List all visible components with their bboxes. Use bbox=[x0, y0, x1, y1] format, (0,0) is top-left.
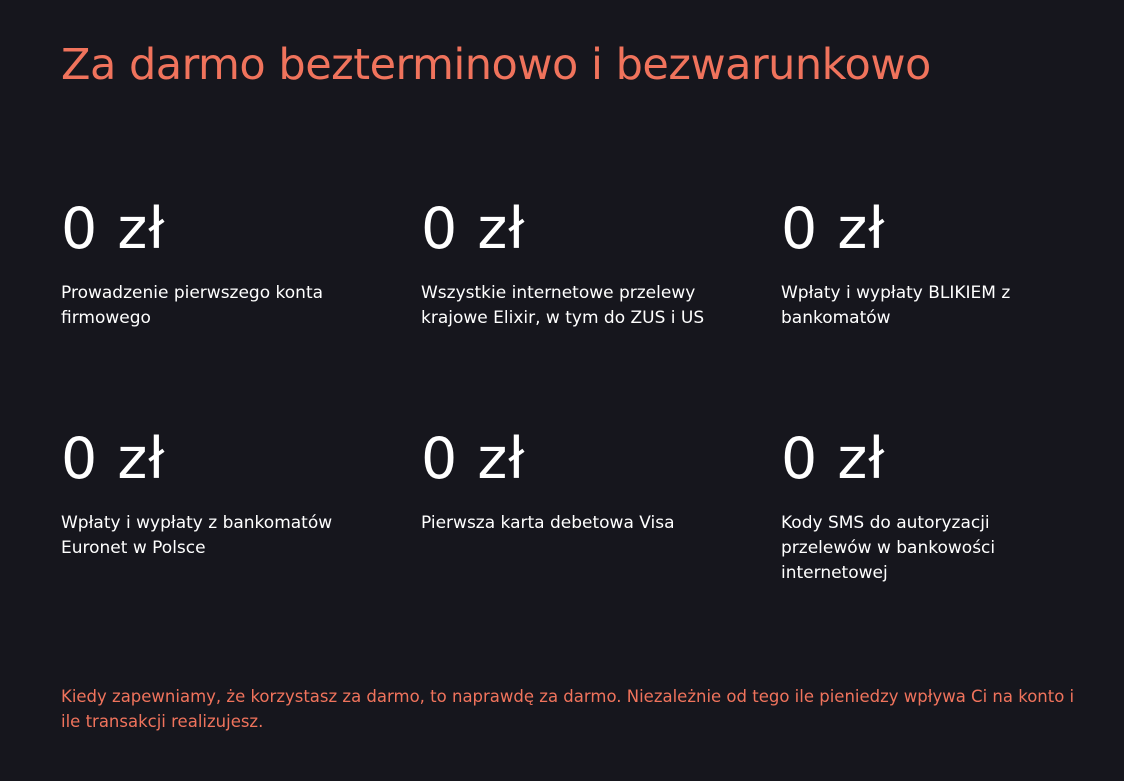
feature-card bbox=[781, 196, 1101, 426]
feature-card bbox=[421, 426, 781, 656]
page-title: Za darmo bezterminowo i bezwarunkowo bbox=[61, 40, 931, 90]
footer-note: Kiedy zapewniamy, że korzystasz za darmo, to naprawdę za darmo. Niezależnie od tego ile pieniedzy wpływa Ci na konto i ile transakcji realizujesz. bbox=[61, 687, 1075, 731]
feature-description: Wpłaty i wypłaty BLIKIEM z bankomatów bbox=[781, 283, 1011, 328]
features-grid bbox=[61, 196, 1101, 656]
feature-description: Kody SMS do autoryzacji przelewów w bankowości internetowej bbox=[781, 513, 996, 583]
feature-description: Pierwsza karta debetowa Visa bbox=[421, 513, 675, 533]
feature-card bbox=[61, 196, 421, 426]
feature-amount: 0 zł bbox=[781, 426, 886, 492]
feature-card bbox=[781, 426, 1101, 656]
feature-description: Wpłaty i wypłaty z bankomatów Euronet w Polsce bbox=[61, 513, 333, 558]
feature-card bbox=[421, 196, 781, 426]
feature-description: Prowadzenie pierwszego konta firmowego bbox=[61, 283, 324, 328]
page-container bbox=[61, 0, 1101, 781]
feature-description: Wszystkie internetowe przelewy krajowe Elixir, w tym do ZUS i US bbox=[421, 283, 705, 328]
feature-amount: 0 zł bbox=[421, 426, 526, 492]
feature-amount: 0 zł bbox=[781, 196, 886, 262]
feature-amount: 0 zł bbox=[61, 426, 166, 492]
feature-amount: 0 zł bbox=[421, 196, 526, 262]
feature-amount: 0 zł bbox=[61, 196, 166, 262]
feature-card bbox=[61, 426, 421, 656]
